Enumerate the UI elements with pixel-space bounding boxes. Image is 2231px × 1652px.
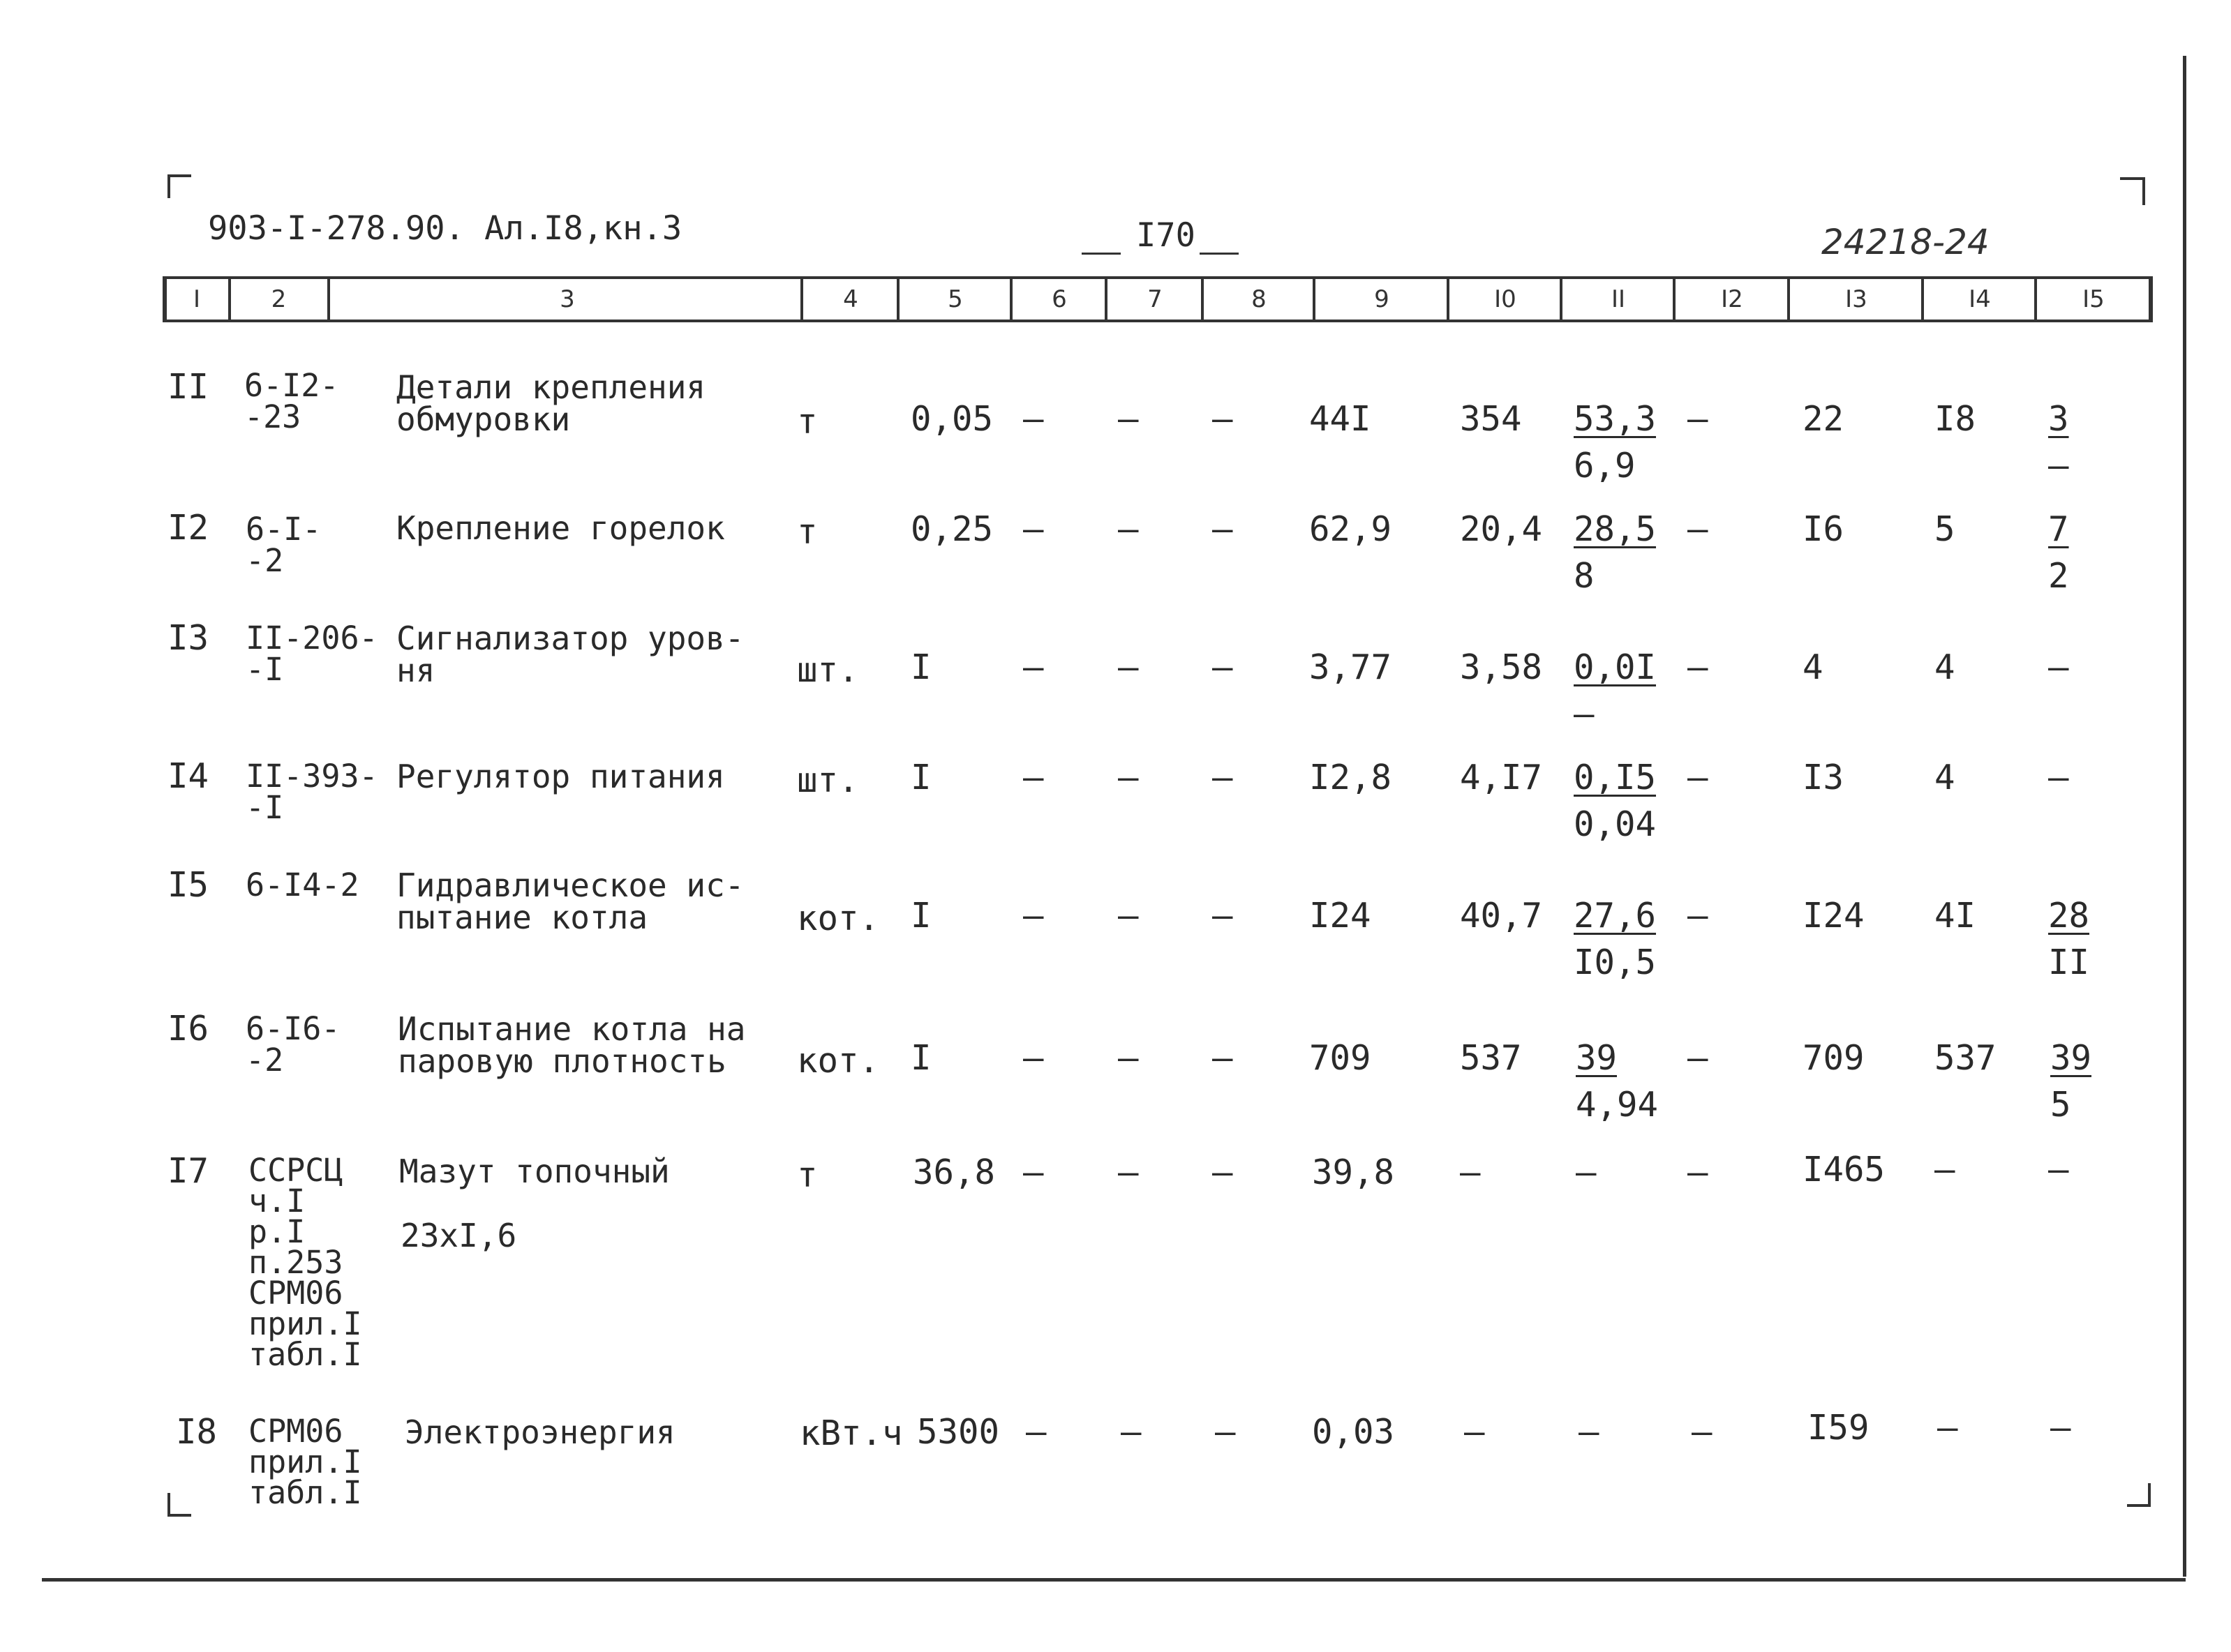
row-col11-fraction: [1574, 896, 1657, 982]
column-header-2: 2: [228, 279, 327, 320]
page-number-dash-right: [1200, 253, 1239, 255]
row-col12: –: [1687, 896, 1708, 936]
row-col10: 40,7: [1460, 896, 1543, 936]
row-col8: –: [1212, 647, 1233, 687]
row-col11-fraction: [1574, 647, 1657, 734]
row-col6: –: [1023, 758, 1044, 797]
fraction-top: 53,3: [1574, 399, 1657, 439]
row-col6: –: [1026, 1412, 1047, 1452]
fraction-top: 28,5: [1574, 509, 1657, 549]
row-col8: –: [1212, 1152, 1233, 1192]
fraction-bottom: 8: [1574, 556, 1595, 596]
page-number: [1082, 216, 1239, 255]
fraction-bottom: I0,5: [1574, 943, 1657, 982]
row-col15-fraction: [2048, 509, 2069, 596]
row-col13: I24: [1803, 896, 1865, 936]
row-number: I5: [167, 865, 209, 905]
row-col13: 22: [1803, 399, 1844, 439]
row-col9: 3,77: [1309, 647, 1392, 687]
row-col10: 4,I7: [1460, 758, 1543, 797]
row-col14: 4I: [1934, 896, 1976, 936]
row-col7: –: [1118, 1038, 1139, 1078]
row-col12: –: [1687, 647, 1708, 687]
fraction-top: 0,0I: [1574, 647, 1657, 687]
corner-mark-bottom-right-v: [2148, 1483, 2151, 1507]
row-col15: –: [2048, 758, 2069, 797]
row-col10: –: [1460, 1152, 1481, 1192]
fraction-bottom: 0,04: [1574, 804, 1657, 844]
column-header-8: 8: [1201, 279, 1314, 320]
row-col10: 354: [1460, 399, 1522, 439]
row-code: 6-I4-2: [246, 866, 359, 903]
fraction-top: 39: [1576, 1038, 1618, 1078]
page-number-value: I70: [1136, 216, 1195, 255]
row-name: Электроэнергия: [405, 1413, 676, 1451]
row-code: 6-I- -2: [246, 511, 322, 579]
row-col15-fraction: [2048, 399, 2069, 486]
corner-mark-bottom-left-h: [167, 1514, 191, 1517]
row-col9: I24: [1309, 896, 1371, 936]
row-qty: I: [911, 647, 932, 687]
column-header-6: 6: [1010, 279, 1106, 320]
row-col10: 3,58: [1460, 647, 1543, 687]
row-col11-fraction: [1574, 758, 1657, 844]
row-col6: –: [1023, 1038, 1044, 1078]
row-col6: –: [1023, 896, 1044, 936]
row-unit: т: [797, 512, 818, 552]
inventory-number: 24218-24: [1821, 222, 1990, 262]
row-qty: 0,25: [911, 509, 994, 549]
row-col13: I465: [1803, 1150, 1886, 1189]
row-qty: 0,05: [911, 399, 994, 439]
corner-mark-top-right-h: [2120, 177, 2144, 180]
row-col6: –: [1023, 1152, 1044, 1192]
row-col7: –: [1118, 758, 1139, 797]
row-col12: –: [1687, 1038, 1708, 1078]
row-code: 6-I2- -23: [244, 367, 339, 435]
row-col14: 4: [1934, 647, 1955, 687]
row-col7: –: [1121, 1412, 1142, 1452]
fraction-bottom: 4,94: [1576, 1085, 1659, 1125]
row-col8: –: [1212, 509, 1233, 549]
row-name: Детали крепления обмуровки: [396, 368, 706, 438]
fraction-bottom: 2: [2048, 556, 2069, 596]
fraction-bottom: –: [1574, 694, 1595, 734]
fraction-top: 27,6: [1574, 896, 1657, 936]
row-col14: –: [1937, 1408, 1958, 1448]
row-code: СРМ06 прил.I табл.I: [248, 1413, 362, 1511]
row-unit: шт.: [797, 650, 859, 690]
fraction-top: 7: [2048, 509, 2069, 549]
fraction-top: 39: [2050, 1038, 2092, 1078]
page-edge-bottom: [42, 1578, 2186, 1582]
row-name: Мазут топочный: [399, 1152, 670, 1190]
page-number-dash-left: [1082, 253, 1121, 255]
row-col9: 62,9: [1309, 509, 1392, 549]
row-col13: I3: [1803, 758, 1844, 797]
row-code: 6-I6- -2: [246, 1010, 341, 1079]
row-col8: –: [1212, 758, 1233, 797]
fraction-top: 28: [2048, 896, 2090, 936]
row-col9: I2,8: [1309, 758, 1392, 797]
column-header-3: 3: [327, 279, 805, 320]
row-col14: 5: [1934, 509, 1955, 549]
corner-mark-bottom-right-h: [2127, 1504, 2151, 1507]
row-col14: I8: [1934, 399, 1976, 439]
row-col6: –: [1023, 509, 1044, 549]
row-col12: –: [1687, 758, 1708, 797]
column-header-13: I3: [1787, 279, 1923, 320]
row-name-extra: 23хI,6: [401, 1217, 517, 1254]
row-col14: 4: [1934, 758, 1955, 797]
row-code: II-393- -I: [246, 758, 378, 826]
row-qty: 5300: [917, 1412, 1000, 1452]
row-col7: –: [1118, 399, 1139, 439]
corner-mark-bottom-left-v: [167, 1493, 170, 1517]
column-header-15: I5: [2034, 279, 2150, 320]
row-col15-fraction: [2048, 896, 2090, 982]
row-unit: т: [797, 1155, 818, 1195]
row-col11-fraction: [1574, 509, 1657, 596]
row-name: Регулятор питания: [396, 758, 725, 795]
row-number: I8: [176, 1412, 218, 1452]
column-header-10: I0: [1447, 279, 1561, 320]
row-number: II: [167, 367, 209, 407]
row-col12: –: [1687, 399, 1708, 439]
row-qty: I: [911, 1038, 932, 1078]
row-col13: 4: [1803, 647, 1823, 687]
fraction-top: 3: [2048, 399, 2069, 439]
row-col8: –: [1212, 896, 1233, 936]
column-header-1: I: [193, 285, 201, 313]
page-edge-right: [2183, 56, 2186, 1577]
row-unit: кот.: [797, 1041, 880, 1081]
row-unit: кот.: [797, 899, 880, 938]
fraction-bottom: 6,9: [1574, 446, 1636, 486]
document-reference: 903-I-278.90. Ал.I8,кн.3: [208, 209, 682, 248]
row-col10: –: [1464, 1412, 1485, 1452]
row-code: II-206- -I: [246, 620, 378, 688]
row-col7: –: [1118, 509, 1139, 549]
row-number: I6: [167, 1009, 209, 1049]
row-qty: I: [911, 758, 932, 797]
row-col13: I6: [1803, 509, 1844, 549]
row-col9: 44I: [1309, 399, 1371, 439]
row-unit: т: [797, 402, 818, 442]
row-col9: 0,03: [1312, 1412, 1395, 1452]
row-col12: –: [1687, 509, 1708, 549]
row-col13: I59: [1807, 1408, 1870, 1448]
row-col13: 709: [1803, 1038, 1865, 1078]
row-col8: –: [1215, 1412, 1236, 1452]
row-number: I7: [167, 1151, 209, 1191]
fraction-bottom: –: [2048, 446, 2069, 486]
row-col15: –: [2048, 1150, 2069, 1189]
row-col12: –: [1692, 1412, 1713, 1452]
row-code: ССРСЦ ч.I р.I п.253 СРМ06 прил.I табл.I: [248, 1152, 362, 1373]
row-col9: 709: [1309, 1038, 1371, 1078]
row-col11-fraction: [1574, 399, 1657, 486]
row-col7: –: [1118, 647, 1139, 687]
row-col10: 20,4: [1460, 509, 1543, 549]
row-name: Гидравлическое ис- пытание котла: [396, 866, 745, 936]
row-qty: 36,8: [913, 1152, 996, 1192]
column-header-4: 4: [800, 279, 898, 320]
column-header-5: 5: [897, 279, 1011, 320]
corner-mark-top-right-v: [2142, 177, 2145, 205]
row-col11: –: [1579, 1412, 1599, 1452]
corner-mark-top-left-h: [167, 174, 191, 177]
row-col10: 537: [1460, 1038, 1522, 1078]
row-col11-fraction: [1576, 1038, 1659, 1125]
column-header-7: 7: [1105, 279, 1202, 320]
row-col15: –: [2050, 1408, 2071, 1448]
fraction-bottom: II: [2048, 943, 2090, 982]
row-col14: –: [1934, 1150, 1955, 1189]
row-col7: –: [1118, 1152, 1139, 1192]
row-col12: –: [1687, 1152, 1708, 1192]
row-col14: 537: [1934, 1038, 1997, 1078]
row-number: I2: [167, 508, 209, 548]
column-header-11: II: [1560, 279, 1674, 320]
column-header-14: I4: [1921, 279, 2036, 320]
row-unit: кВт.ч: [800, 1413, 903, 1453]
column-header-9: 9: [1313, 279, 1448, 320]
row-unit: шт.: [797, 760, 859, 800]
corner-mark-top-left-v: [167, 174, 170, 198]
row-col7: –: [1118, 896, 1139, 936]
fraction-bottom: 5: [2050, 1085, 2071, 1125]
row-col15-fraction: [2050, 1038, 2092, 1125]
column-header-row: [163, 276, 2153, 322]
row-name: Сигнализатор уров- ня: [396, 620, 745, 689]
fraction-top: 0,I5: [1574, 758, 1657, 797]
row-name: Испытание котла на паровую плотность: [398, 1010, 746, 1080]
row-col6: –: [1023, 647, 1044, 687]
row-col15: –: [2048, 647, 2069, 687]
column-header-12: I2: [1673, 279, 1789, 320]
row-col11: –: [1576, 1152, 1597, 1192]
row-col8: –: [1212, 1038, 1233, 1078]
row-qty: I: [911, 896, 932, 936]
row-name: Крепление горелок: [396, 509, 725, 547]
row-number: I4: [167, 756, 209, 796]
row-col6: –: [1023, 399, 1044, 439]
row-number: I3: [167, 618, 209, 658]
row-col8: –: [1212, 399, 1233, 439]
row-col9: 39,8: [1312, 1152, 1395, 1192]
